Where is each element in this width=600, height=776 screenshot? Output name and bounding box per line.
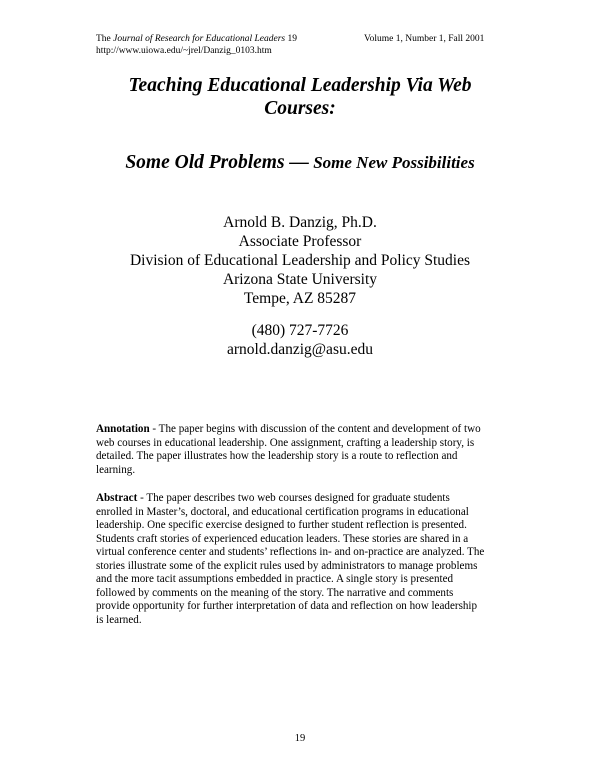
abstract-line-7: and the more tacit assumptions embedded in practice. A single story is presented <box>96 573 454 585</box>
abstract-label: Abstract <box>96 492 138 504</box>
volume-info: Volume 1, Number 1, Fall 2001 <box>364 34 485 44</box>
article-url: http://www.uiowa.edu/~jrel/Danzig_0103.htm <box>96 46 272 56</box>
author-university: Arizona State University <box>222 271 378 288</box>
author-division: Division of Educational Leadership and Policy Studies <box>129 252 471 269</box>
author-block <box>60 213 540 308</box>
annotation-text-1: - The paper begins with discussion of the content and development of two <box>149 423 481 435</box>
annotation-line-1 <box>96 423 516 437</box>
abstract-line-9: provide opportunity for further interpretation of data and reflection on how leadership <box>96 600 478 612</box>
abstract-line-1 <box>96 492 516 506</box>
contact-block <box>60 321 540 359</box>
abstract-line-4: Students craft stories of experienced education leaders. These stories are shared in a <box>96 532 469 545</box>
abstract-line-8: followed by comments on the meaning of the story. The narrative and comments <box>96 586 454 599</box>
journal-page-number: 19 <box>287 34 297 44</box>
abstract-line-3: leadership. One specific exercise designed to further student reflection is presented. <box>96 519 467 531</box>
author-email: arnold.danzig@asu.edu <box>227 341 373 358</box>
author-location: Tempe, AZ 85287 <box>243 290 357 307</box>
author-name: Arnold B. Danzig, Ph.D. <box>223 214 377 231</box>
abstract-paragraph <box>96 492 516 627</box>
subtitle-part-1: Some Old Problems — <box>125 152 309 173</box>
title-block <box>60 74 540 174</box>
abstract-line-2: enrolled in Master’s, doctoral, and educational certification programs in educational <box>96 505 469 518</box>
abstract-line-5: virtual conference center and students’ reflections in- and on-practice are analyzed. The <box>96 546 485 558</box>
abstract-text-1: - The paper describes two web courses designed for graduate students <box>137 492 450 504</box>
abstract-line-10: is learned. <box>96 613 142 626</box>
journal-citation <box>96 33 297 45</box>
page-number: 19 <box>294 733 306 744</box>
subtitle-part-2: Some New Possibilities <box>308 153 475 172</box>
title-line-1: Teaching Educational Leadership Via Web <box>128 75 472 96</box>
annotation-line-4: learning. <box>96 463 136 476</box>
abstract-line-6: stories illustrate some of the explicit rules used by administrators to manage problems <box>96 559 478 572</box>
annotation-line-3: detailed. The paper illustrates how the leadership story is a route to reflection and <box>96 450 458 462</box>
annotation-label: Annotation <box>96 423 150 435</box>
title-line-2: Courses: <box>264 98 336 119</box>
journal-name: Journal of Research for Educational Leaders <box>113 34 286 44</box>
journal-prefix: The <box>96 34 114 44</box>
annotation-line-2: web courses in educational leadership. One assignment, crafting a leadership story, is <box>96 436 475 449</box>
running-header <box>96 33 516 57</box>
author-phone: (480) 727-7726 <box>251 322 349 339</box>
annotation-paragraph <box>96 423 516 477</box>
author-position: Associate Professor <box>238 233 362 250</box>
subtitle <box>60 151 540 174</box>
